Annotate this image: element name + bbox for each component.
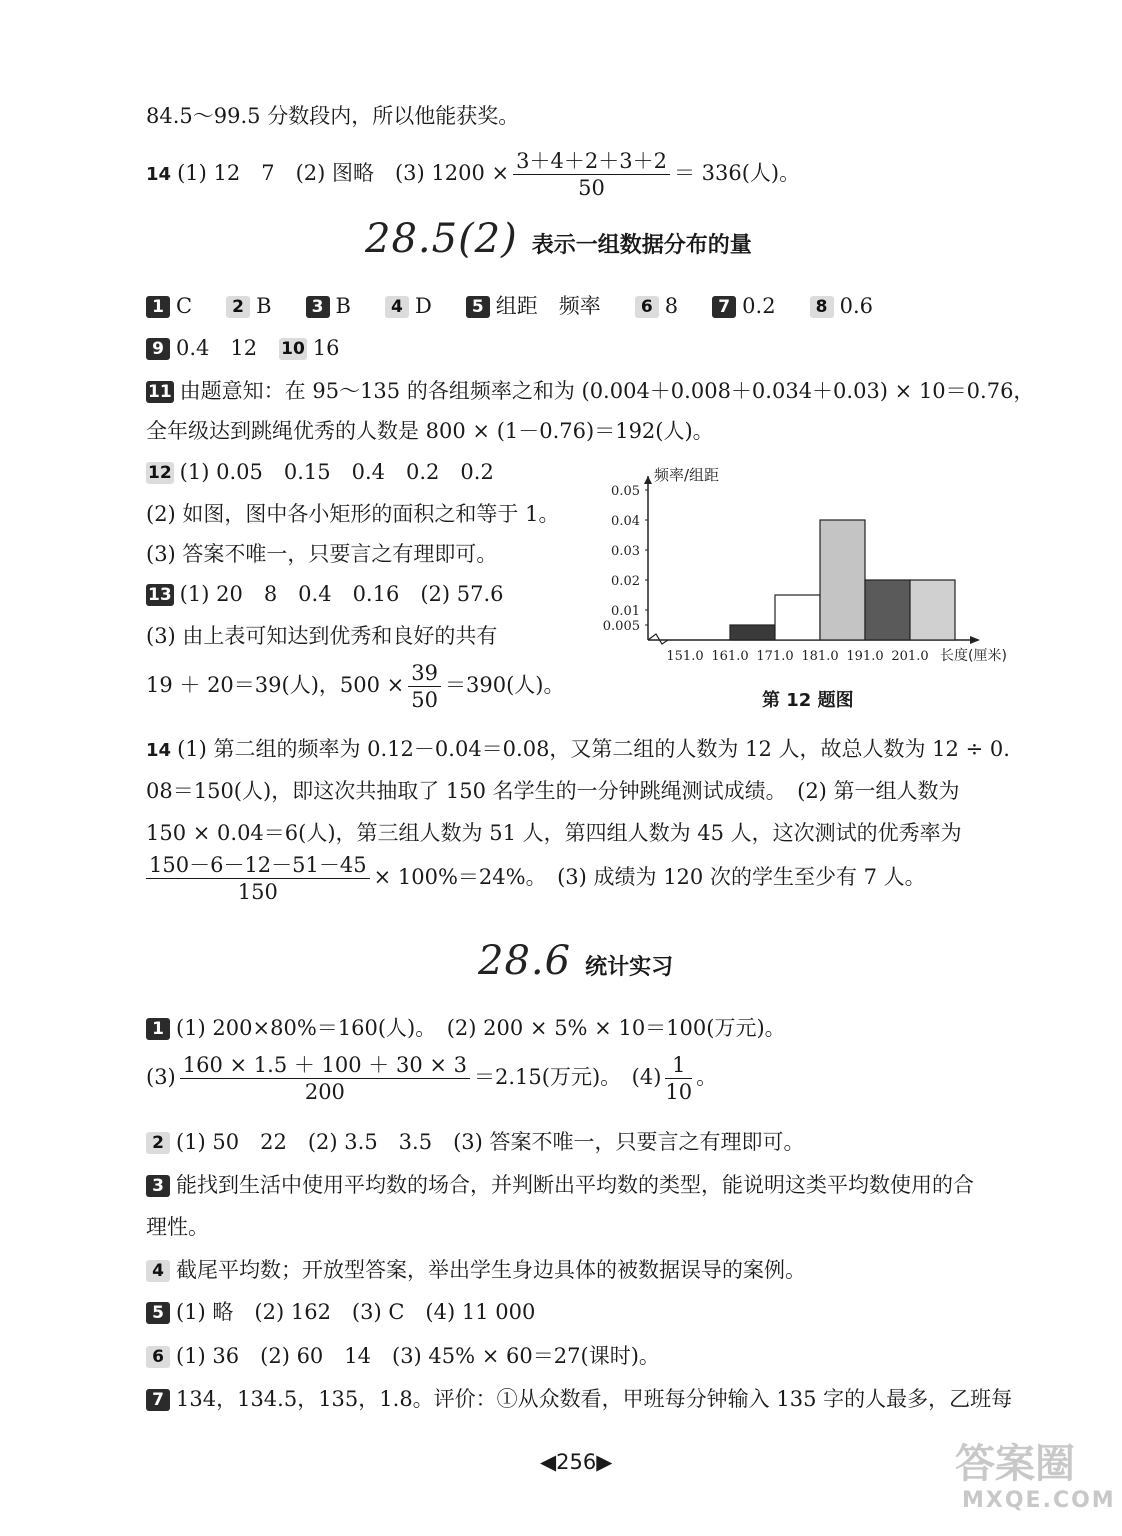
q12-line: [146, 456, 494, 486]
answer-text: B: [335, 294, 351, 318]
page-number: [540, 1450, 612, 1474]
fraction-numerator: 160 × 1.5 ＋ 100 ＋ 30 × 3: [180, 1052, 470, 1079]
question-badge: 13: [148, 585, 172, 605]
watermark-url: MXQE.COM: [962, 1488, 1116, 1513]
s2-q3-text: 能找到生活中使用平均数的场合，并判断出平均数的类型，能说明这类平均数使用的合: [176, 1173, 974, 1197]
s2-q2-line: [146, 1126, 805, 1156]
fraction: [180, 1052, 470, 1105]
answer-text: 16: [312, 336, 340, 360]
q14-line4: [146, 852, 926, 905]
answer-item: [146, 336, 257, 360]
s2-q1-line: [146, 1012, 786, 1042]
s2-q6-text: (1) 36 (2) 60 14 (3) 45% × 60＝27(课时)。: [176, 1344, 660, 1368]
q14-result: × 100%＝24%。 (3) 成绩为 120 次的学生至少有 7 人。: [373, 865, 926, 889]
y-tick-label: 0.01: [611, 604, 640, 619]
chart-caption: 第 12 题图: [762, 690, 854, 711]
q14-text: (1) 12 7 (2) 图略 (3) 1200 ×: [177, 161, 510, 185]
question-badge: 1: [146, 296, 170, 318]
question-badge: 5: [466, 296, 490, 318]
question-badge: 2: [226, 296, 250, 318]
fraction-numerator: 3＋4＋2＋3＋2: [513, 148, 670, 175]
question-badge: 2: [146, 1132, 170, 1154]
fraction-numerator: 150－6－12－51－45: [146, 852, 370, 879]
answer-item: [385, 294, 432, 318]
s2-q1-text: (1) 200×80%＝160(人)。 (2) 200 × 5% × 10＝100(万元)。: [176, 1016, 786, 1040]
question-badge: 8: [810, 296, 834, 318]
histogram-bar: [910, 580, 955, 640]
answer-item: [466, 294, 601, 318]
s2-q1-part: (3): [146, 1065, 176, 1089]
histogram-bar: [820, 520, 865, 640]
fraction-numerator: 39: [408, 660, 441, 687]
answer-text: D: [414, 294, 432, 318]
histogram-bar: [865, 580, 910, 640]
answer-row: [146, 290, 907, 320]
answer-text: 0.6: [839, 294, 873, 318]
question-number: 14: [146, 164, 172, 185]
fraction-denominator: 200: [304, 1080, 345, 1104]
y-tick-label: 0.04: [611, 514, 640, 529]
answer-item: [810, 294, 873, 318]
s2-q2-text: (1) 50 22 (2) 3.5 3.5 (3) 答案不唯一，只要言之有理即可。: [176, 1130, 805, 1154]
fraction-denominator: 10: [665, 1080, 693, 1104]
question-badge: 3: [306, 296, 330, 318]
y-axis-label: 频率/组距: [654, 466, 720, 484]
question-badge: 9: [146, 338, 170, 360]
question-badge: 1: [146, 1018, 170, 1040]
fraction: [665, 1052, 692, 1105]
answer-item: [635, 294, 678, 318]
histogram-bar: [730, 625, 775, 640]
answer-row: [146, 332, 362, 362]
histogram-chart: [590, 458, 1040, 676]
question-badge: 10: [281, 339, 305, 359]
q13-line3: [146, 660, 564, 713]
question-badge: 3: [146, 1175, 170, 1197]
answer-text: B: [256, 294, 272, 318]
q14-text: (1) 第二组的频率为 0.12－0.04＝0.08，又第二组的人数为 12 人，故总人数为 12 ÷ 0.: [177, 737, 1010, 761]
question-badge: 4: [146, 1260, 170, 1282]
q13-text: (1) 20 8 0.4 0.16 (2) 57.6: [179, 582, 504, 606]
question-badge: 12: [148, 463, 172, 483]
s2-q4-text: 截尾平均数；开放型答案，举出学生身边具体的被数据误导的案例。: [176, 1258, 806, 1282]
answer-item: [306, 294, 351, 318]
y-tick-label: 0.02: [611, 574, 640, 589]
section-number: 28.6: [478, 938, 572, 984]
x-axis-arrow-icon: [970, 636, 980, 644]
section-title: 统计实习: [585, 955, 674, 980]
answer-text: 0.4 12: [176, 336, 258, 360]
s2-q4-line: [146, 1254, 806, 1284]
question-badge: 11: [148, 382, 172, 402]
answer-text: 组距 频率: [495, 294, 601, 318]
question-badge: 7: [712, 296, 736, 318]
continuation-line: 84.5～99.5 分数段内，所以他能获奖。: [146, 104, 520, 128]
question-badge: 6: [635, 296, 659, 318]
fraction-denominator: 50: [411, 688, 438, 712]
s2-q7-text: 134，134.5，135，1.8。评价：①从众数看，甲班每分钟输入 135 字的人最多，乙班每: [176, 1387, 1013, 1411]
q11-line: [146, 375, 1034, 405]
q14-result: ＝ 336(人)。: [673, 161, 801, 185]
histogram-bar: [775, 595, 820, 640]
fraction-numerator: 1: [665, 1052, 692, 1079]
question-badge: 6: [146, 1346, 170, 1368]
x-tick-label: 171.0: [756, 649, 794, 664]
q13-line: [146, 578, 504, 608]
question-badge: 7: [146, 1389, 170, 1411]
q13-line2: (3) 由上表可知达到优秀和良好的共有: [146, 624, 498, 648]
top-q14: [146, 148, 800, 201]
answer-item: [279, 336, 339, 360]
answer-text: 8: [664, 294, 679, 318]
x-tick-label: 161.0: [711, 649, 749, 664]
y-tick-label: 0.005: [602, 619, 640, 634]
x-tick-label: 151.0: [666, 649, 704, 664]
s2-q6-line: [146, 1340, 660, 1370]
punctuation: 。: [696, 1065, 718, 1089]
section-number: 28.5(2): [365, 216, 518, 262]
q11-text: 由题意知：在 95～135 的各组频率之和为 (0.004＋0.008＋0.034＋0.03) × 10＝0.76，: [179, 379, 1035, 403]
q12-line2: (2) 如图，图中各小矩形的面积之和等于 1。: [146, 502, 560, 526]
s2-q1-result: ＝2.15(万元)。 (4): [474, 1065, 662, 1089]
page-number-text: 256: [556, 1450, 597, 1474]
fraction-denominator: 50: [578, 176, 605, 200]
fraction: [408, 660, 441, 713]
q14-line: [146, 733, 1010, 763]
s2-q1-line2: [146, 1052, 717, 1105]
q14-line2: 08＝150(人)，即这次共抽取了 150 名学生的一分钟跳绳测试成绩。 (2) 第一组人数为: [146, 779, 960, 803]
q11-line2: 全年级达到跳绳优秀的人数是 800 × (1－0.76)＝192(人)。: [146, 419, 714, 443]
answer-text: C: [176, 294, 193, 318]
q14-line3: 150 × 0.04＝6(人)，第三组人数为 51 人，第四组人数为 45 人，这次测试的优秀率为: [146, 821, 962, 845]
question-number: 14: [146, 740, 172, 761]
section-heading: [365, 216, 752, 262]
q12-line3: (3) 答案不唯一，只要言之有理即可。: [146, 542, 498, 566]
answer-item: [146, 294, 192, 318]
fraction-denominator: 150: [237, 880, 278, 904]
x-axis-label: 长度(厘米): [940, 648, 1007, 664]
q13-result: ＝390(人)。: [445, 673, 565, 697]
y-tick-label: 0.05: [611, 484, 640, 499]
s2-q7-line: [146, 1383, 1012, 1413]
q12-text: (1) 0.05 0.15 0.4 0.2 0.2: [179, 460, 494, 484]
left-arrow-icon: ◀: [540, 1450, 557, 1474]
y-tick-label: 0.03: [611, 544, 640, 559]
fraction: [146, 852, 370, 905]
answer-item: [226, 294, 271, 318]
right-arrow-icon: ▶: [596, 1450, 613, 1474]
s2-q5-text: (1) 略 (2) 162 (3) C (4) 11 000: [176, 1300, 536, 1324]
section-heading: [478, 938, 673, 984]
q13-expr: 19 ＋ 20＝39(人)，500 ×: [146, 673, 405, 697]
answer-item: [712, 294, 775, 318]
section-title: 表示一组数据分布的量: [531, 233, 752, 258]
answer-text: 0.2: [742, 294, 776, 318]
x-tick-label: 201.0: [891, 649, 929, 664]
fraction: [513, 148, 670, 201]
question-badge: 5: [146, 1302, 170, 1324]
s2-q3-line2: 理性。: [146, 1215, 209, 1239]
s2-q3-line: [146, 1169, 974, 1199]
y-axis-arrow-icon: [644, 476, 652, 484]
watermark-logo: 答案圈: [955, 1441, 1075, 1487]
s2-q5-line: [146, 1296, 535, 1326]
question-badge: 4: [385, 296, 409, 318]
axis-break: [648, 634, 668, 644]
x-tick-label: 191.0: [846, 649, 884, 664]
x-tick-label: 181.0: [801, 649, 839, 664]
